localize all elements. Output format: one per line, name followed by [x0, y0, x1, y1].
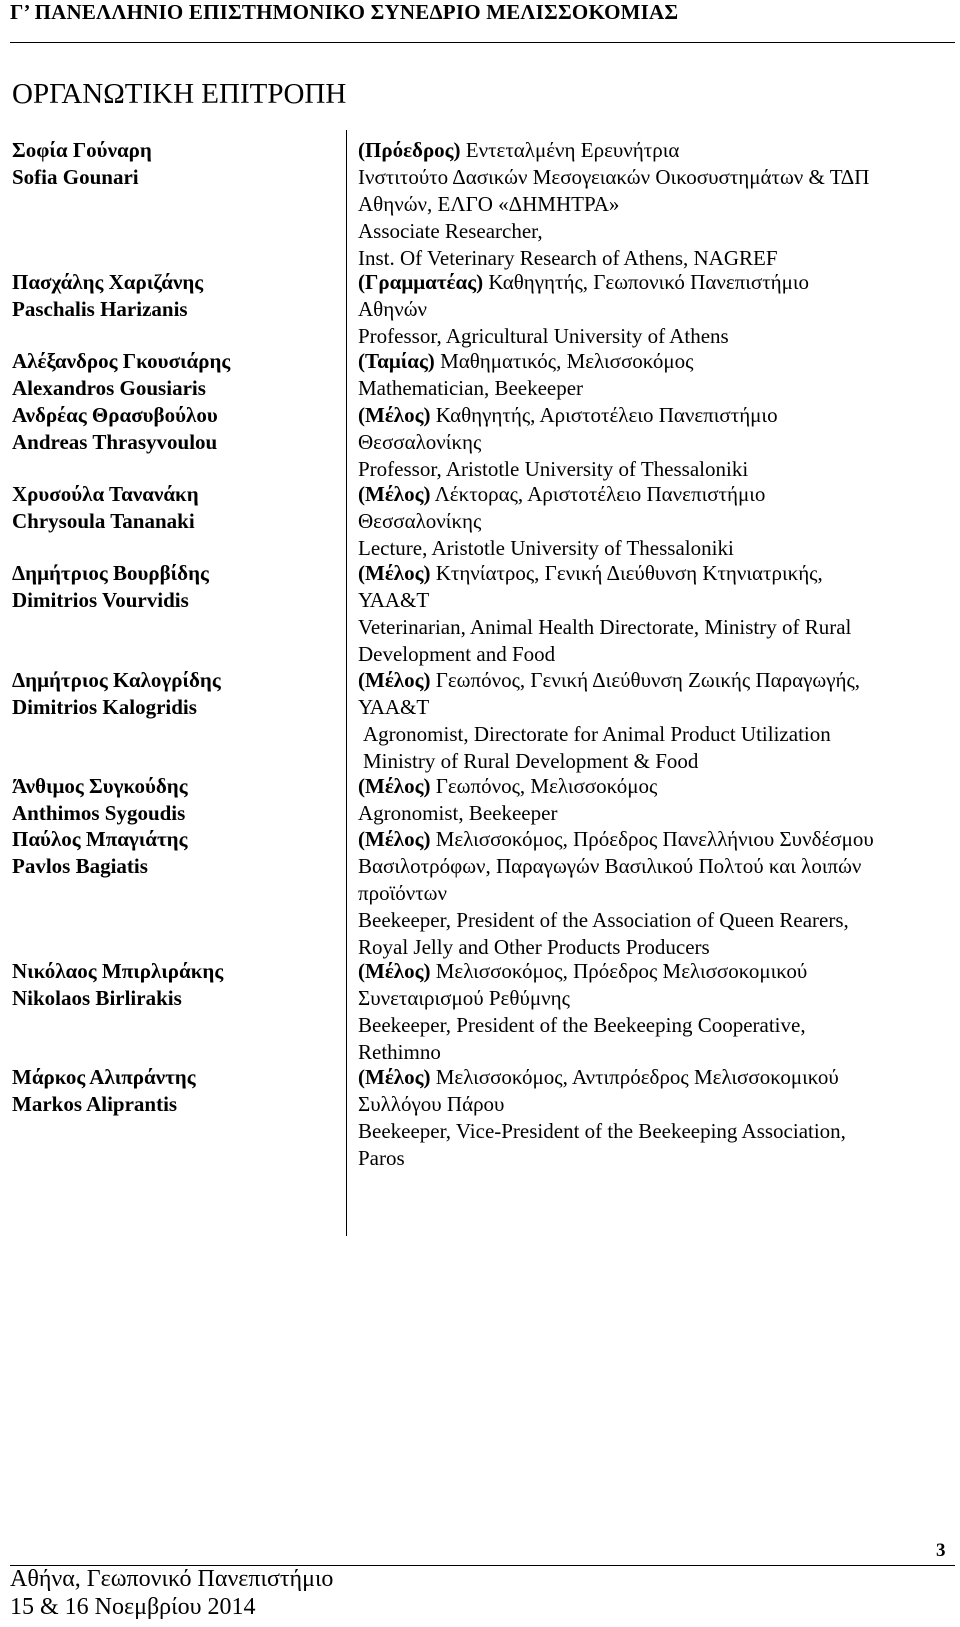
role-line: Rethimno [358, 1040, 441, 1064]
role-line: Συλλόγου Πάρου [358, 1092, 505, 1116]
role-line: Βασιλοτρόφων, Παραγωγών Βασιλικού Πολτού και λοιπών [358, 854, 862, 878]
member-name-english: Anthimos Sygoudis [12, 801, 186, 825]
role-line: Professor, Agricultural University of Athens [358, 324, 729, 348]
member-role [358, 560, 948, 668]
role-line: Paros [358, 1146, 405, 1170]
member-name-english: Alexandros Gousiaris [12, 376, 206, 400]
member-name [12, 348, 230, 402]
member-name-greek: Νικόλαος Μπιρλιράκης [12, 959, 224, 983]
page-number: 3 [936, 1540, 946, 1561]
role-title: (Μέλος) [358, 1065, 431, 1089]
role-text: Μαθηματικός, Μελισσοκόμος [440, 349, 694, 373]
member-name-greek: Σοφία Γούναρη [12, 138, 152, 162]
member-name-greek: Άνθιμος Συγκούδης [12, 774, 188, 798]
member-role [358, 826, 948, 961]
member-name [12, 137, 152, 191]
role-title: (Μέλος) [358, 482, 431, 506]
conference-title: Γ’ ΠΑΝΕΛΛΗΝΙΟ ΕΠΙΣΤΗΜΟΝΙΚΟ ΣΥΝΕΔΡΙΟ ΜΕΛΙΣΣΟΚΟΜΙΑΣ [10, 0, 679, 24]
member-name-english: Markos Aliprantis [12, 1092, 178, 1116]
role-title: (Γραμματέας) [358, 270, 484, 294]
role-line: Inst. Of Veterinary Research of Athens, NAGREF [358, 246, 778, 270]
member-role [358, 958, 948, 1066]
member-name [12, 826, 187, 880]
member-name-english: Nikolaos Birlirakis [12, 986, 182, 1010]
member-role [358, 1064, 948, 1172]
role-line: ΥΑΑ&Τ [358, 695, 430, 719]
member-name-greek: Ανδρέας Θρασυβούλου [12, 403, 218, 427]
role-text: Κτηνίατρος, Γενική Διεύθυνση Κτηνιατρικής, [435, 561, 823, 585]
section-title: ΟΡΓΑΝΩΤΙΚΗ ΕΠΙΤΡΟΠΗ [12, 78, 347, 110]
member-name [12, 773, 188, 827]
member-name [12, 1064, 196, 1118]
role-line: Associate Researcher, [358, 219, 543, 243]
role-title: (Μέλος) [358, 403, 431, 427]
role-text: Γεωπόνος, Μελισσοκόμος [435, 774, 658, 798]
role-text: Μελισσοκόμος, Πρόεδρος Πανελλήνιου Συνδέσμου [435, 827, 874, 851]
header-divider [10, 42, 955, 43]
member-name-english: Paschalis Harizanis [12, 297, 188, 321]
member-name-greek: Μάρκος Αλιπράντης [12, 1065, 196, 1089]
role-line: Beekeeper, Vice-President of the Beekeeping Association, [358, 1119, 846, 1143]
member-name-english: Sofia Gounari [12, 165, 139, 189]
role-line: Θεσσαλονίκης [358, 509, 482, 533]
member-name-english: Andreas Thrasyvoulou [12, 430, 218, 454]
role-text: Γεωπόνος, Γενική Διεύθυνση Ζωικής Παραγωγής, [435, 668, 861, 692]
member-name-english: Pavlos Bagiatis [12, 854, 148, 878]
role-text: Μελισσοκόμος, Πρόεδρος Μελισσοκομικού [435, 959, 808, 983]
role-line: προϊόντων [358, 881, 447, 905]
footer-location: Αθήνα, Γεωπονικό Πανεπιστήμιο [10, 1566, 334, 1592]
role-line: Αθηνών, ΕΛΓΟ «ΔΗΜΗΤΡΑ» [358, 192, 620, 216]
role-line: Ινστιτούτο Δασικών Μεσογειακών Οικοσυστημάτων & ΤΔΠ [358, 165, 870, 189]
role-line: ΥΑΑ&Τ [358, 588, 430, 612]
member-name-greek: Δημήτριος Καλογρίδης [12, 668, 221, 692]
member-name [12, 958, 223, 1012]
role-line: Agronomist, Beekeeper [358, 801, 558, 825]
column-divider [346, 130, 347, 1236]
member-name-english: Chrysoula Tananaki [12, 509, 195, 533]
role-line: Beekeeper, President of the Association of Queen Rearers, [358, 908, 849, 932]
role-line: Συνεταιρισμού Ρεθύμνης [358, 986, 570, 1010]
member-name-greek: Δημήτριος Βουρβίδης [12, 561, 209, 585]
member-name-english: Dimitrios Vourvidis [12, 588, 189, 612]
member-name [12, 560, 209, 614]
member-role [358, 137, 948, 272]
member-name-greek: Παύλος Μπαγιάτης [12, 827, 188, 851]
member-name [12, 269, 203, 323]
role-line: Veterinarian, Animal Health Directorate, Ministry of Rural [358, 615, 852, 639]
member-role [358, 348, 948, 402]
role-line: Lecture, Aristotle University of Thessaloniki [358, 536, 734, 560]
role-text: Καθηγητής, Αριστοτέλειο Πανεπιστήμιο [435, 403, 778, 427]
role-title: (Πρόεδρος) [358, 138, 461, 162]
member-name-greek: Πασχάλης Χαριζάνης [12, 270, 204, 294]
member-name [12, 481, 199, 535]
role-title: (Μέλος) [358, 827, 431, 851]
role-line: Ministry of Rural Development & Food [363, 749, 699, 773]
role-text: Μελισσοκόμος, Αντιπρόεδρος Μελισσοκομικού [435, 1065, 839, 1089]
member-name-english: Dimitrios Kalogridis [12, 695, 197, 719]
role-line: Agronomist, Directorate for Animal Product Utilization [363, 722, 831, 746]
member-name-greek: Χρυσούλα Τανανάκη [12, 482, 199, 506]
role-text: Λέκτορας, Αριστοτέλειο Πανεπιστήμιο [434, 482, 766, 506]
footer-dates: 15 & 16 Νοεμβρίου 2014 [10, 1594, 256, 1620]
role-text: Καθηγητής, Γεωπονικό Πανεπιστήμιο [488, 270, 810, 294]
member-role [358, 667, 948, 775]
member-name [12, 667, 221, 721]
role-title: (Μέλος) [358, 561, 431, 585]
role-line: Αθηνών [358, 297, 428, 321]
member-role [358, 481, 948, 562]
role-line: Royal Jelly and Other Products Producers [358, 935, 710, 959]
role-line: Θεσσαλονίκης [358, 430, 482, 454]
member-name-greek: Αλέξανδρος Γκουσιάρης [12, 349, 231, 373]
role-title: (Μέλος) [358, 668, 431, 692]
role-title: (Ταμίας) [358, 349, 435, 373]
role-line: Development and Food [358, 642, 556, 666]
member-role [358, 269, 948, 350]
role-title: (Μέλος) [358, 959, 431, 983]
role-line: Beekeeper, President of the Beekeeping Cooperative, [358, 1013, 806, 1037]
role-line: Professor, Aristotle University of Thessaloniki [358, 457, 749, 481]
member-role [358, 402, 948, 483]
member-name [12, 402, 218, 456]
role-text: Εντεταλμένη Ερευνήτρια [465, 138, 680, 162]
role-line: Mathematician, Beekeeper [358, 376, 584, 400]
role-title: (Μέλος) [358, 774, 431, 798]
member-role [358, 773, 948, 827]
